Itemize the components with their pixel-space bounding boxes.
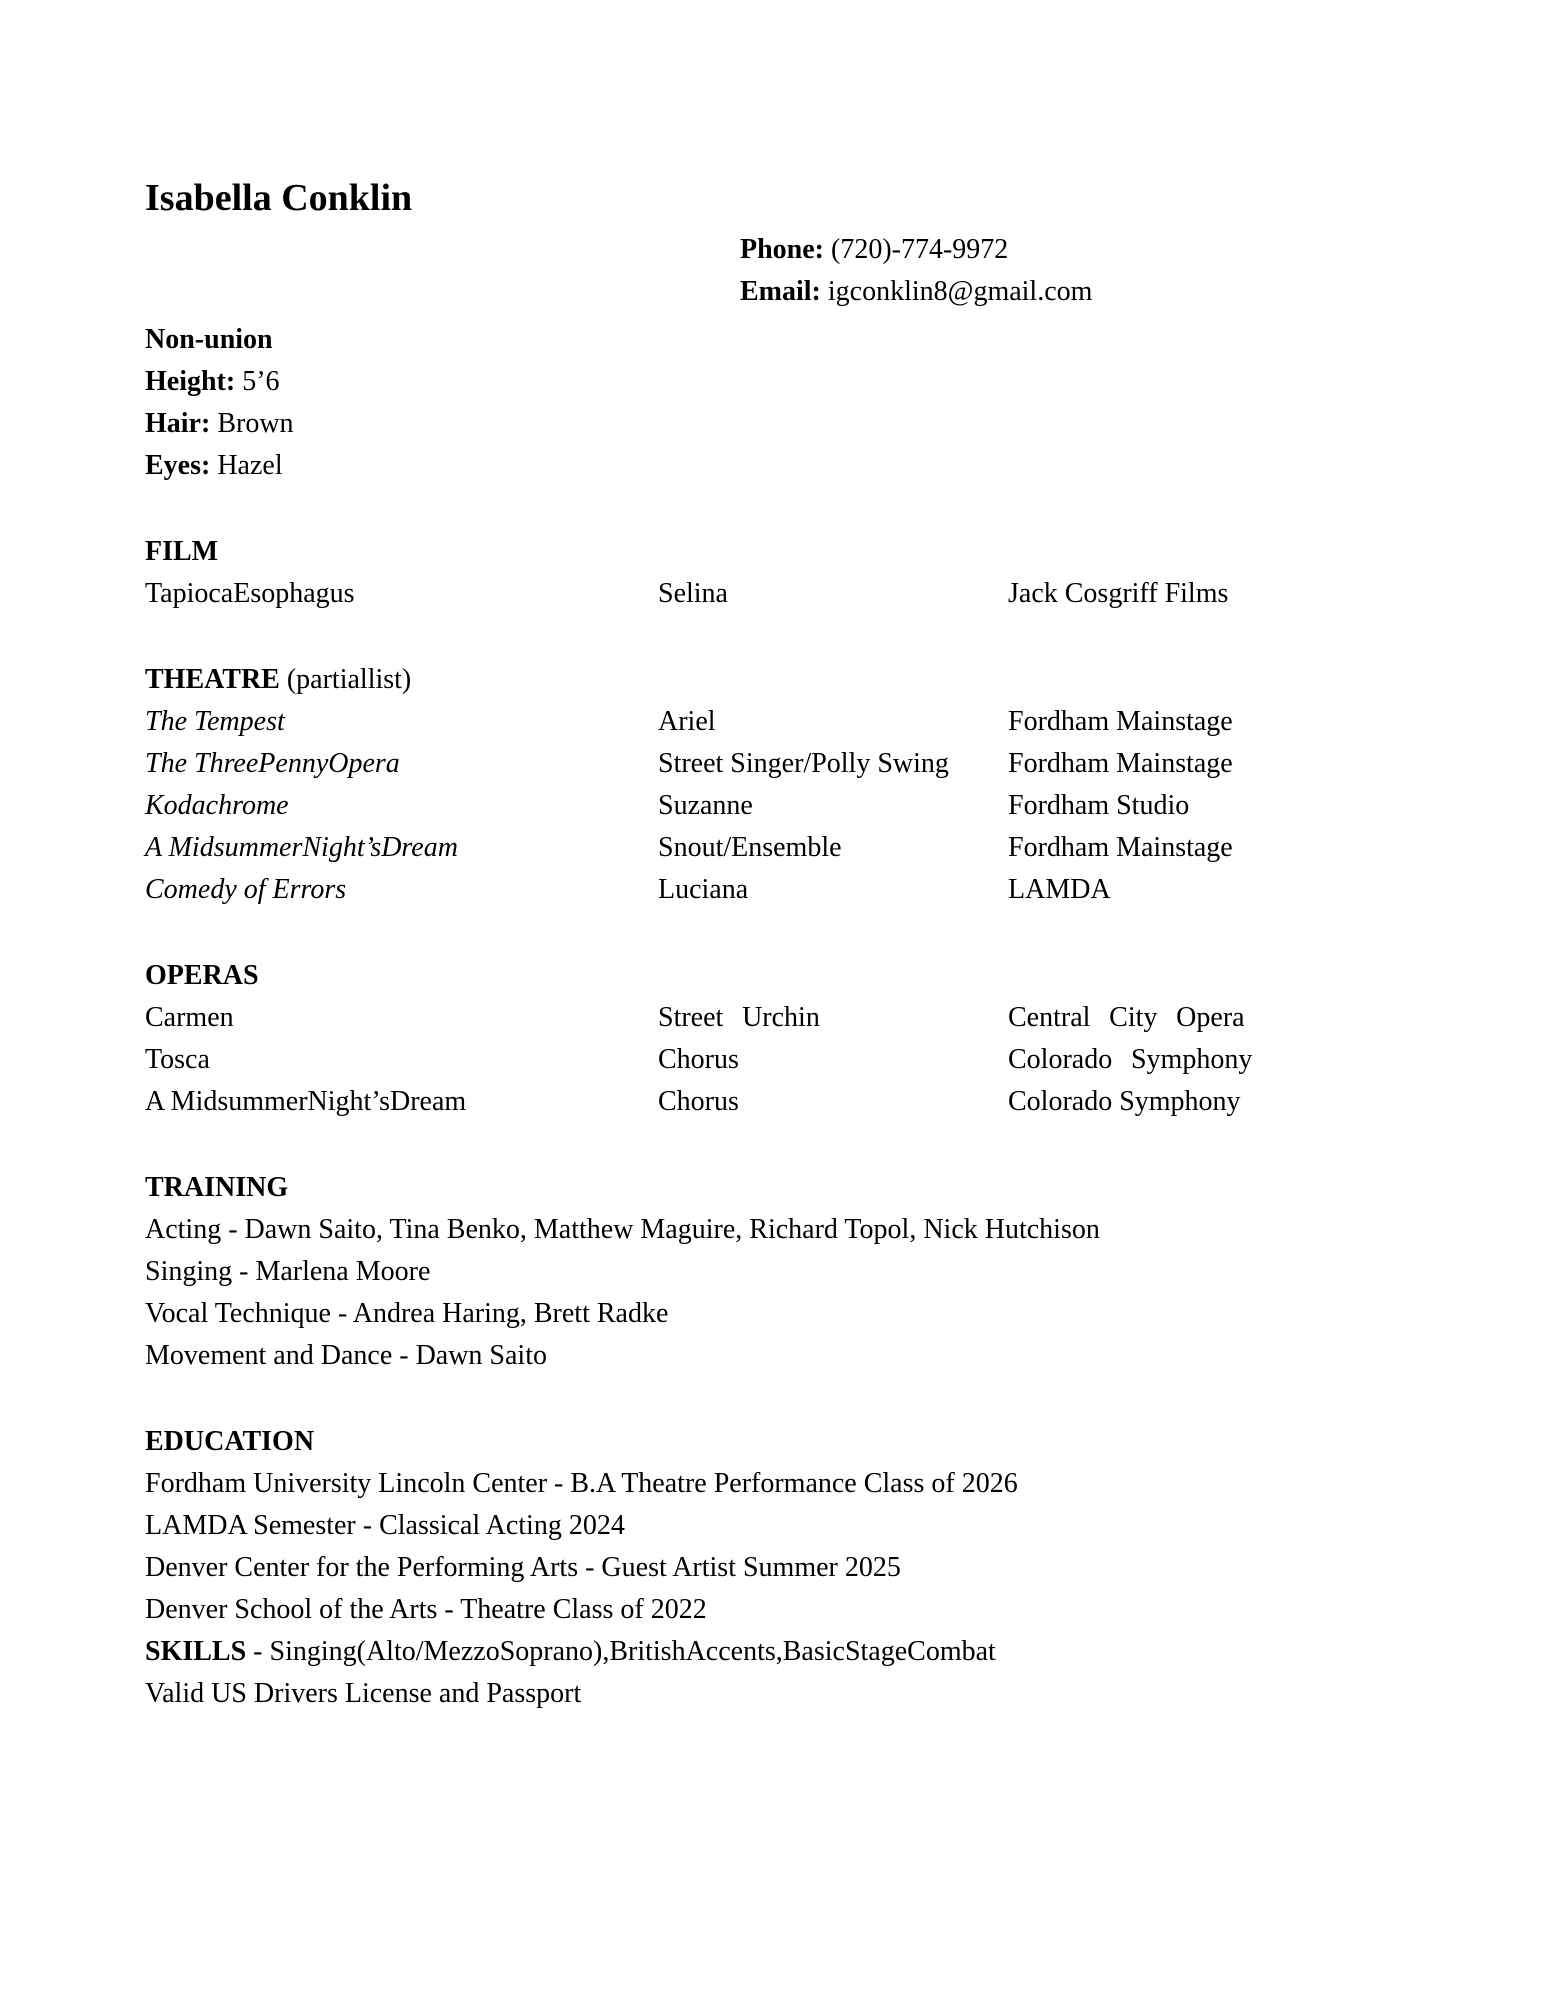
eyes-line (145, 445, 1415, 487)
theatre-role: Snout/Ensemble (658, 832, 842, 863)
union-status-line (145, 319, 1415, 361)
theatre-heading: THEATRE (145, 664, 280, 695)
operas-heading: OPERAS (145, 960, 259, 991)
email-value: igconklin8@gmail.com (827, 276, 1093, 307)
opera-title: Carmen (145, 1002, 234, 1033)
skills-label: SKILLS (145, 1636, 247, 1667)
opera-company: Colorado Symphony (1008, 1086, 1241, 1117)
theatre-title: Kodachrome (145, 790, 289, 821)
page-title: Isabella Conklin (145, 177, 413, 219)
theatre-company: Fordham Mainstage (1008, 832, 1233, 863)
theatre-company: Fordham Mainstage (1008, 706, 1233, 737)
theatre-company: LAMDA (1008, 874, 1111, 905)
opera-role: Chorus (658, 1044, 739, 1075)
opera-role: Chorus (658, 1086, 739, 1117)
theatre-title: The Tempest (145, 706, 285, 737)
operas-section (145, 955, 1415, 1123)
training-line: Singing - Marlena Moore (145, 1256, 431, 1287)
opera-company: Central City Opera (1008, 1002, 1245, 1033)
table-row (145, 827, 1415, 869)
phone-value: (720)-774-9972 (831, 234, 1009, 265)
film-heading: FILM (145, 536, 219, 567)
theatre-role: Suzanne (658, 790, 753, 821)
film-role: Selina (658, 578, 728, 609)
theatre-role: Ariel (658, 706, 716, 737)
education-heading: EDUCATION (145, 1426, 315, 1457)
film-title: TapiocaEsophagus (145, 578, 355, 609)
opera-title: A MidsummerNight’sDream (145, 1086, 467, 1117)
profile-attributes (145, 319, 1415, 487)
table-row (145, 997, 1415, 1039)
contact-phone-line (740, 229, 1415, 271)
height-line (145, 361, 1415, 403)
skills-line (145, 1631, 1415, 1673)
education-line: Fordham University Lincoln Center - B.A Theatre Performance Class of 2026 (145, 1468, 1018, 1499)
table-row (145, 1081, 1415, 1123)
hair-value: Brown (217, 408, 294, 439)
theatre-title: Comedy of Errors (145, 874, 347, 905)
opera-title: Tosca (145, 1044, 210, 1075)
table-row (145, 869, 1415, 911)
education-line: Denver School of the Arts - Theatre Class of 2022 (145, 1594, 707, 1625)
film-section (145, 531, 1415, 615)
training-heading: TRAINING (145, 1172, 289, 1203)
height-value: 5’6 (242, 366, 280, 397)
training-line: Acting - Dawn Saito, Tina Benko, Matthew Maguire, Richard Topol, Nick Hutchison (145, 1214, 1100, 1245)
skills-text: - Singing(Alto/MezzoSoprano),BritishAccents,BasicStageCombat (253, 1636, 996, 1667)
theatre-heading-note: (partiallist) (279, 664, 412, 695)
education-line: Denver Center for the Performing Arts - Guest Artist Summer 2025 (145, 1552, 901, 1583)
education-section (145, 1421, 1415, 1715)
theatre-company: Fordham Studio (1008, 790, 1190, 821)
eyes-value: Hazel (217, 450, 283, 481)
hair-line (145, 403, 1415, 445)
license-line: Valid US Drivers License and Passport (145, 1678, 582, 1709)
theatre-role: Luciana (658, 874, 749, 905)
eyes-label: Eyes: (145, 450, 211, 481)
theatre-title: A MidsummerNight’sDream (145, 832, 458, 863)
theatre-title: The ThreePennyOpera (145, 748, 400, 779)
training-line: Vocal Technique - Andrea Haring, Brett Radke (145, 1298, 669, 1329)
union-status: Non-union (145, 324, 273, 355)
film-company: Jack Cosgriff Films (1008, 578, 1229, 609)
hair-label: Hair: (145, 408, 211, 439)
opera-role: Street Urchin (658, 1002, 820, 1033)
contact-email-line (740, 271, 1415, 313)
table-row (145, 743, 1415, 785)
training-line: Movement and Dance - Dawn Saito (145, 1340, 547, 1371)
training-section (145, 1167, 1415, 1377)
table-row (145, 785, 1415, 827)
education-line: LAMDA Semester - Classical Acting 2024 (145, 1510, 625, 1541)
theatre-company: Fordham Mainstage (1008, 748, 1233, 779)
table-row (145, 573, 1415, 615)
email-label: Email: (740, 276, 821, 307)
theatre-section (145, 659, 1415, 911)
contact-block (740, 229, 1415, 313)
theatre-heading-line (145, 659, 1415, 701)
height-label: Height: (145, 366, 236, 397)
opera-company: Colorado Symphony (1008, 1044, 1253, 1075)
table-row (145, 1039, 1415, 1081)
table-row (145, 701, 1415, 743)
theatre-role: Street Singer/Polly Swing (658, 748, 949, 779)
phone-label: Phone: (740, 234, 824, 265)
